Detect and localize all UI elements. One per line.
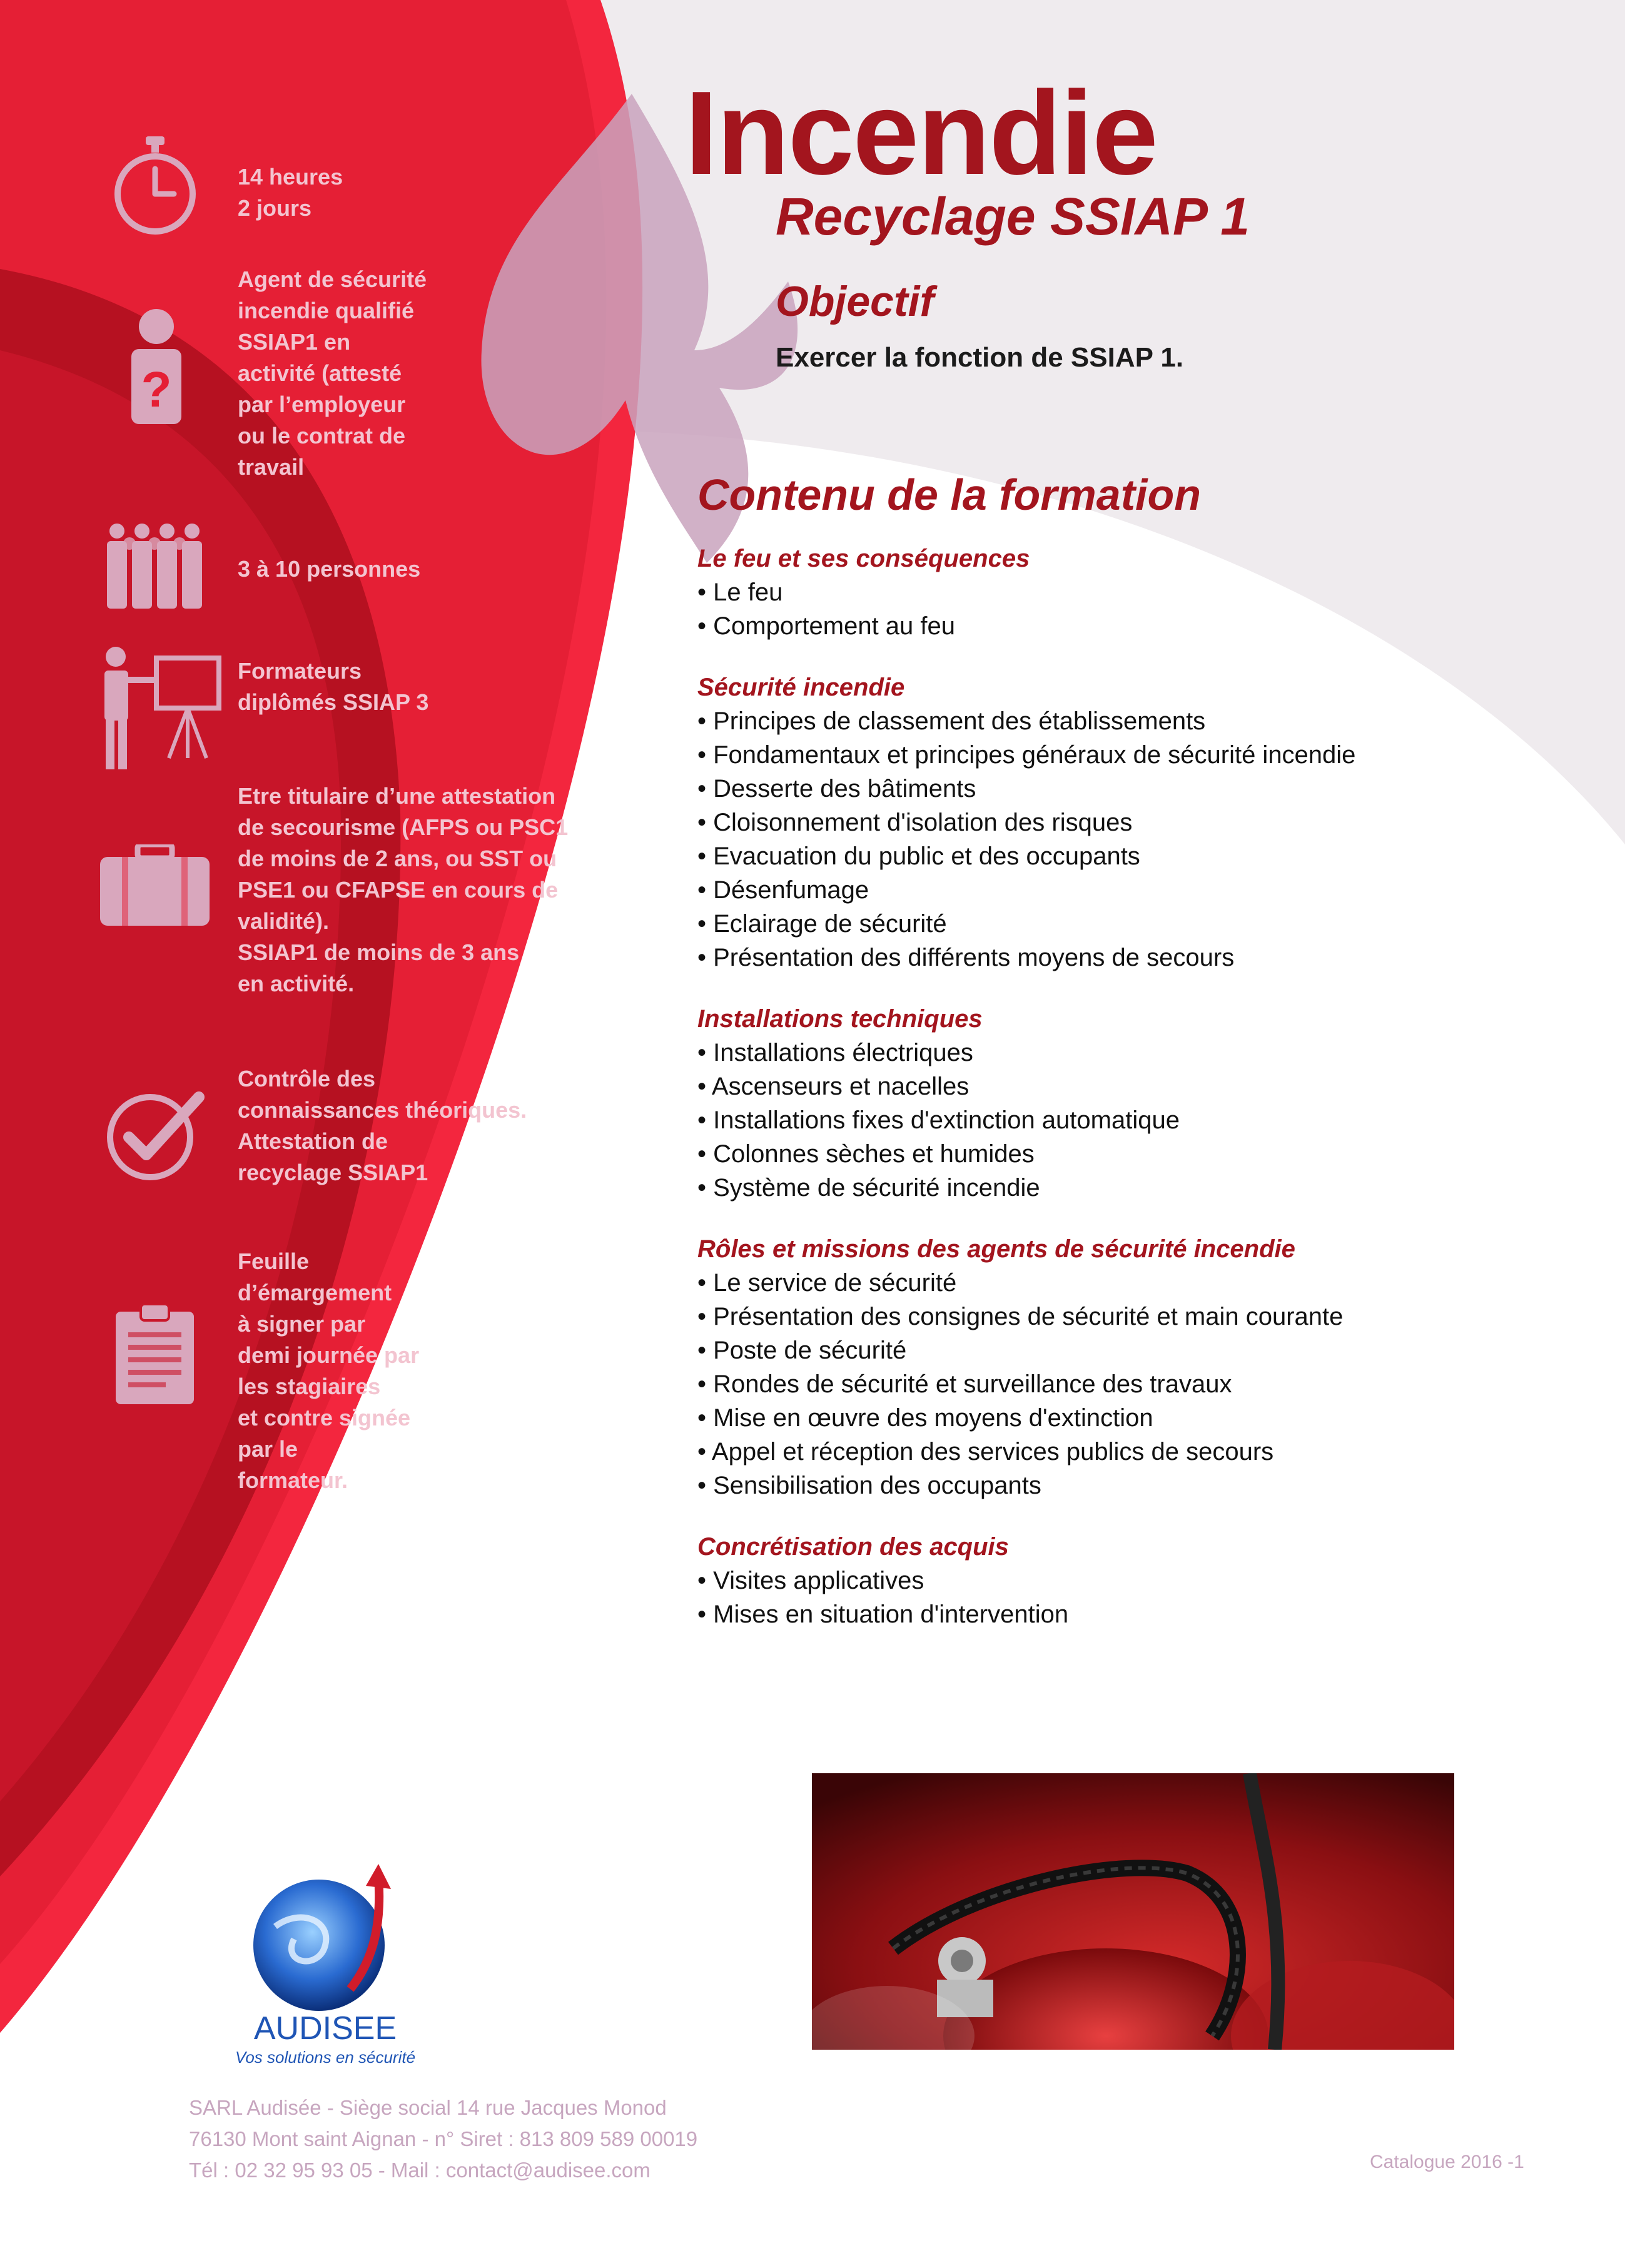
stopwatch-icon bbox=[111, 136, 199, 236]
list-item: • Colonnes sèches et humides bbox=[697, 1137, 1573, 1171]
list-item: • Comportement au feu bbox=[697, 609, 1573, 643]
content-section bbox=[697, 1530, 1573, 1631]
list-item: • Mises en situation d'intervention bbox=[697, 1597, 1573, 1631]
list-item: • Installations électriques bbox=[697, 1036, 1573, 1070]
content-section bbox=[697, 1002, 1573, 1205]
list-item: • Visites applicatives bbox=[697, 1564, 1573, 1597]
list-item: • Le feu bbox=[697, 575, 1573, 609]
group-size-text: 3 à 10 personnes bbox=[238, 556, 421, 582]
duration-text: 14 heures 2 jours bbox=[238, 164, 343, 221]
list-item: • Présentation des différents moyens de secours bbox=[697, 941, 1573, 975]
list-item: • Desserte des bâtiments bbox=[697, 772, 1573, 806]
logo-tagline: Vos solutions en sécurité bbox=[235, 2048, 416, 2067]
list-item: • Installations fixes d'extinction automatique bbox=[697, 1103, 1573, 1137]
list-item: • Principes de classement des établissements bbox=[697, 704, 1573, 738]
section-title: Concrétisation des acquis bbox=[697, 1533, 1009, 1561]
list-item: • Le service de sécurité bbox=[697, 1266, 1573, 1300]
page-subtitle: Recyclage SSIAP 1 bbox=[776, 187, 1250, 246]
audience-text: Agent de sécurité incendie qualifié SSIAP1 en activité (attesté par l’employeur ou le contrat de travail bbox=[238, 266, 427, 480]
company-footer: SARL Audisée - Siège social 14 rue Jacques Monod 76130 Mont saint Aignan - n° Siret : 813 809 589 00019 Tél : 02 32 95 93 05 - Mail : contact@audisee.com bbox=[189, 2096, 698, 2182]
trainers-text: Formateurs diplômés SSIAP 3 bbox=[238, 658, 429, 715]
check-circle-icon bbox=[105, 1088, 205, 1182]
svg-text:?: ? bbox=[141, 362, 172, 417]
catalog-reference: Catalogue 2016 -1 bbox=[1370, 2152, 1524, 2172]
group-icon bbox=[103, 522, 219, 610]
content-section bbox=[697, 542, 1573, 643]
list-item: • Mise en œuvre des moyens d'extinction bbox=[697, 1401, 1573, 1435]
list-item: • Système de sécurité incendie bbox=[697, 1171, 1573, 1205]
briefcase-icon bbox=[100, 844, 210, 926]
objective-text: Exercer la fonction de SSIAP 1. bbox=[776, 342, 1184, 373]
content-heading: Contenu de la formation bbox=[697, 470, 1201, 519]
evaluation-text: Contrôle des connaissances théoriques. Attestation de recyclage SSIAP1 bbox=[238, 1066, 527, 1185]
audisee-logo bbox=[206, 1864, 444, 2077]
content-section bbox=[697, 1232, 1573, 1502]
objective-heading: Objectif bbox=[776, 278, 934, 325]
trainer-board-icon bbox=[97, 645, 222, 771]
list-item: • Rondes de sécurité et surveillance des travaux bbox=[697, 1367, 1573, 1401]
section-title: Installations techniques bbox=[697, 1005, 983, 1033]
list-item: • Désenfumage bbox=[697, 873, 1573, 907]
section-title: Le feu et ses conséquences bbox=[697, 545, 1030, 572]
fire-extinguisher-photo bbox=[812, 1773, 1454, 2050]
page-title: Incendie bbox=[685, 67, 1157, 200]
list-item: • Cloisonnement d'isolation des risques bbox=[697, 806, 1573, 839]
list-item: • Ascenseurs et nacelles bbox=[697, 1070, 1573, 1103]
person-question-icon bbox=[128, 306, 185, 425]
list-item: • Appel et réception des services publics de secours bbox=[697, 1435, 1573, 1469]
training-content bbox=[697, 470, 1573, 1659]
list-item: • Evacuation du public et des occupants bbox=[697, 839, 1573, 873]
list-item: • Présentation des consignes de sécurité et main courante bbox=[697, 1300, 1573, 1334]
list-item: • Poste de sécurité bbox=[697, 1334, 1573, 1367]
logo-wordmark: AUDISEE bbox=[253, 2010, 397, 2047]
section-title: Rôles et missions des agents de sécurité incendie bbox=[697, 1235, 1295, 1263]
list-item: • Fondamentaux et principes généraux de sécurité incendie bbox=[697, 738, 1573, 772]
content-section bbox=[697, 671, 1573, 975]
clipboard-icon bbox=[116, 1304, 194, 1404]
list-item: • Sensibilisation des occupants bbox=[697, 1469, 1573, 1502]
list-item: • Eclairage de sécurité bbox=[697, 907, 1573, 941]
prerequisites-text: Etre titulaire d’une attestation de secourisme (AFPS ou PSC1 de moins de 2 ans, ou SST ou PSE1 ou CFAPSE en cours de validité). SSIAP1 de moins de 3 ans en activité. bbox=[238, 783, 569, 996]
section-title: Sécurité incendie bbox=[697, 674, 905, 701]
attendance-text: Feuille d’émargement à signer par demi journée par les stagiaires et contre signée par le formateur. bbox=[238, 1248, 420, 1493]
